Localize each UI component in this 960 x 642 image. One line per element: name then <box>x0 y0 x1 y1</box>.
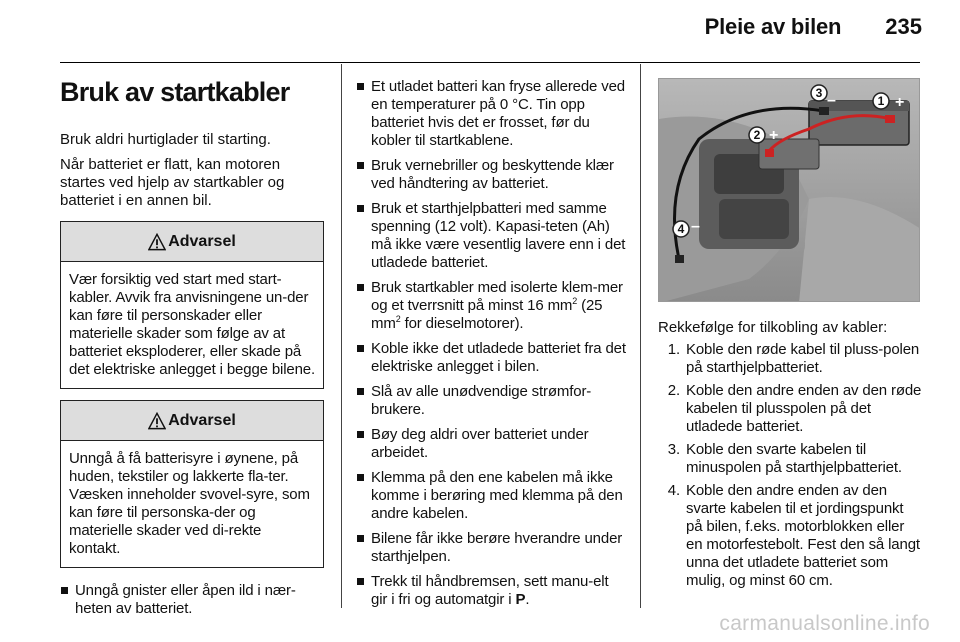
page-number: 235 <box>885 14 922 39</box>
bullet-square-icon <box>357 535 364 542</box>
svg-text:–: – <box>827 92 836 109</box>
bullet-square-icon <box>357 474 364 481</box>
bullet-list <box>60 582 324 618</box>
list-item: Bruk vernebriller og beskyttende klær ved håndtering av batteriet. <box>356 157 626 193</box>
header-rule <box>60 62 920 63</box>
column-left <box>60 64 324 625</box>
bullet-square-icon <box>357 83 364 90</box>
intro-paragraph: Bruk aldri hurtiglader til starting. <box>60 131 271 148</box>
bullet-square-icon <box>61 587 68 594</box>
list-item: Et utladet batteri kan fryse allerede ved en temperaturer på 0 °C. Tin opp batteriet hvis det er frosset, før du kobler til startkablene. <box>356 78 626 150</box>
svg-text:1: 1 <box>877 94 885 108</box>
battery-jump-start-figure <box>658 78 920 302</box>
column-divider <box>640 64 641 608</box>
steps-list <box>658 341 922 590</box>
list-item: 4. Koble den andre enden av den svarte kabelen til et jordingspunkt på bilen, f.eks. motorblokken eller en motorfestebolt. Fest den så langt unna det utladete batteriet som mulig, og minst 60 cm. <box>667 482 920 589</box>
warning-box <box>60 400 324 568</box>
svg-text:2: 2 <box>753 128 761 142</box>
list-item: 1. Koble den røde kabel til pluss-polen på starthjelpbatteriet. <box>667 341 920 376</box>
bullet-list <box>356 78 626 609</box>
svg-text:–: – <box>691 218 700 235</box>
warning-header <box>61 401 323 441</box>
list-item: Trekk til håndbremsen, sett manu-elt gir i fri og automatgir i P. <box>356 573 626 609</box>
column-divider <box>341 64 342 608</box>
list-item: Unngå gnister eller åpen ild i nær-heten av batteriet. <box>60 582 324 618</box>
intro-paragraph: Når batteriet er flatt, kan motoren startes ved hjelp av startkabler og batteriet i en annen bil. <box>60 156 285 209</box>
list-item: 3. Koble den svarte kabelen til minuspolen på starthjelpbatteriet. <box>667 441 902 476</box>
bullet-square-icon <box>357 162 364 169</box>
warning-text: Unngå å få batterisyre i øynene, på huden, tekstiler og lakkerte fla-ter. Væsken inneholder svovel-syre, som kan føre til personska-der og materielle skader ved di-rekte kontakt. <box>69 450 310 557</box>
list-item: Bruk et starthjelpbatteri med samme spenning (12 volt). Kapasi-teten (Ah) må ikke være vesentlig lavere enn i det utladede batteriet. <box>356 200 626 272</box>
svg-text:3: 3 <box>815 86 823 100</box>
svg-text:+: + <box>769 127 779 144</box>
bullet-square-icon <box>357 205 364 212</box>
engine-bay-illustration <box>659 79 920 302</box>
warning-triangle-icon <box>148 233 166 251</box>
list-item: Koble ikke det utladede batteriet fra det elektriske anlegget i bilen. <box>356 340 626 376</box>
list-item: Bøy deg aldri over batteriet under arbeidet. <box>356 426 626 462</box>
svg-text:+: + <box>895 94 905 111</box>
warning-box <box>60 221 324 389</box>
warning-triangle-icon <box>148 412 166 430</box>
page-header <box>705 14 922 40</box>
list-item: Slå av alle unødvendige strømfor-brukere. <box>356 383 626 419</box>
bullet-square-icon <box>357 388 364 395</box>
column-right <box>658 64 922 595</box>
watermark-text: carmanualsonline.info <box>719 612 930 635</box>
list-item: Bruk startkabler med isolerte klem-mer og et tverrsnitt på minst 16 $mm^2$ (25 $mm^2$ for dieselmotorer). <box>356 279 626 333</box>
bullet-square-icon <box>357 345 364 352</box>
bullet-square-icon <box>357 284 364 291</box>
section-title: Pleie av bilen <box>704 14 842 39</box>
svg-text:4: 4 <box>677 222 685 236</box>
warning-heading: Advarsel <box>168 411 236 429</box>
column-middle <box>356 64 626 616</box>
bullet-square-icon <box>357 578 364 585</box>
page-heading: Bruk av startkabler <box>60 77 290 107</box>
list-item: Bilene får ikke berøre hverandre under starthjelpen. <box>356 530 626 566</box>
steps-intro: Rekkefølge for tilkobling av kabler: <box>658 319 888 336</box>
list-item: 2. Koble den andre enden av den røde kabelen til plusspolen på det utladede batteriet. <box>667 382 922 435</box>
warning-heading: Advarsel <box>168 232 236 250</box>
bullet-square-icon <box>357 431 364 438</box>
warning-text: Vær forsiktig ved start med start-kabler. Avvik fra anvisningene un-der kan føre til personskader eller materielle skader som følge av at batteriet eksploderer, eller skade på det elektriske anlegget i begge bilene. <box>69 271 315 378</box>
warning-header <box>61 222 323 262</box>
list-item: Klemma på den ene kabelen må ikke komme i berøring med klemma på den andre kabelen. <box>356 469 626 523</box>
